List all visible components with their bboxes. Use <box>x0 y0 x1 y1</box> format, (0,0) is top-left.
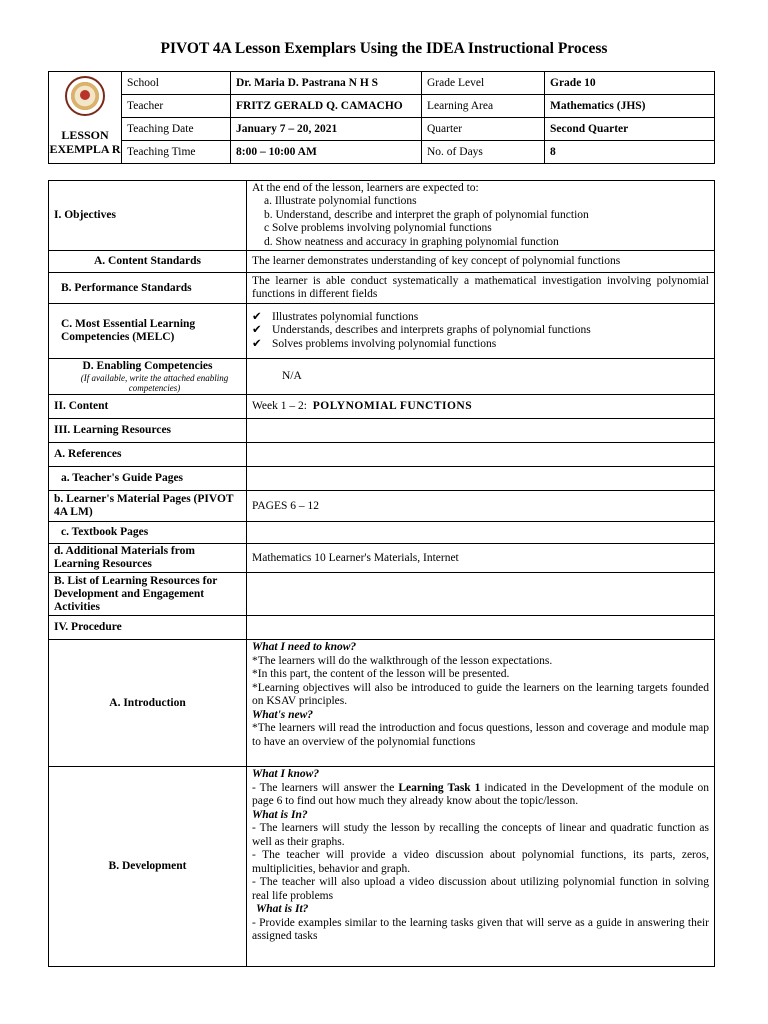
melc-item-2: Understands, describes and interprets graphs of polynomial functions <box>272 324 591 337</box>
dev-line-1a: - The learners will answer the <box>252 781 395 794</box>
objective-a: a. Illustrate polynomial functions <box>264 195 417 208</box>
learners-material-label: b. Learner's Material Pages (PIVOT 4A LM) <box>49 491 247 522</box>
learning-resources-value <box>247 419 715 443</box>
objective-d: d. Show neatness and accuracy in graphing polynomial function <box>264 235 559 248</box>
intro-line-2: *In this part, the content of the lesson will be presented. <box>252 668 510 680</box>
dev-heading-3: What is It? <box>256 903 309 915</box>
teacher-label: Teacher <box>122 95 231 118</box>
quarter-value: Second Quarter <box>545 118 715 141</box>
school-seal-logo <box>65 76 105 116</box>
intro-heading-2: What's new? <box>252 708 314 721</box>
melc-item-1: Illustrates polynomial functions <box>272 310 419 323</box>
area-label: Learning Area <box>422 95 545 118</box>
dev-line-1-bold: Learning Task 1 <box>398 781 481 794</box>
melc-cell <box>247 304 715 359</box>
performance-standards-value: The learner is able conduct systematically a mathematical investigation involving polynomial functions in different fields <box>247 273 715 304</box>
grade-value: Grade 10 <box>545 72 715 95</box>
introduction-cell <box>247 640 715 767</box>
melc-item-3: Solves problems involving polynomial functions <box>272 337 497 350</box>
melc-label: C. Most Essential Learning Competencies (MELC) <box>49 304 247 359</box>
intro-line-4: *The learners will read the introduction and focus questions, lesson and coverage and module map to have an overview of the polynomial functions <box>252 722 709 748</box>
content-week: Week 1 – 2: <box>252 400 307 412</box>
school-value: Dr. Maria D. Pastrana N H S <box>231 72 422 95</box>
procedure-value <box>247 616 715 640</box>
lesson-exemplar-label: LESSON EXEMPLA R <box>49 128 121 156</box>
document-title: PIVOT 4A Lesson Exemplars Using the IDEA Instructional Process <box>160 40 608 57</box>
introduction-label: A. Introduction <box>49 640 247 767</box>
teacher-value: FRITZ GERALD Q. CAMACHO <box>231 95 422 118</box>
dev-line-4: - The teacher will also upload a video discussion about utilizing polynomial function in solving real life problems <box>252 876 709 902</box>
objective-c: c Solve problems involving polynomial functions <box>264 222 492 235</box>
teachers-guide-label: a. Teacher's Guide Pages <box>49 467 247 491</box>
intro-line-1: *The learners will do the walkthrough of the lesson expectations. <box>252 654 553 667</box>
procedure-label: IV. Procedure <box>49 616 247 640</box>
development-cell <box>247 767 715 967</box>
enabling-competencies-label: D. Enabling Competencies <box>82 360 213 372</box>
textbook-pages-label: c. Textbook Pages <box>49 522 247 544</box>
checkmark-icon: ✔ <box>252 310 262 323</box>
dev-line-5: - Provide examples similar to the learning tasks given that will serve as a guide in answering their assigned tasks <box>252 916 709 942</box>
dev-line-2: - The learners will study the lesson by recalling the concepts of linear and quadratic function as well as their graphs. <box>252 822 709 848</box>
development-label: B. Development <box>49 767 247 967</box>
performance-standards-label: B. Performance Standards <box>49 273 247 304</box>
time-label: Teaching Time <box>122 141 231 164</box>
objectives-intro: At the end of the lesson, learners are expected to: <box>252 181 479 194</box>
content-value: POLYNOMIAL FUNCTIONS <box>312 400 473 412</box>
date-value: January 7 – 20, 2021 <box>231 118 422 141</box>
lesson-table <box>48 180 715 967</box>
header-table <box>48 71 715 164</box>
list-of-resources-label: B. List of Learning Resources for Development and Engagement Activities <box>49 573 247 616</box>
learning-resources-label: III. Learning Resources <box>49 419 247 443</box>
dev-line-1c: indicated in the Development of the module on page 6 to find out how much they already know about the topic/lesson. <box>252 781 710 807</box>
logo-cell <box>49 72 122 164</box>
content-standards-value: The learner demonstrates understanding of key concept of polynomial functions <box>247 251 715 273</box>
intro-heading-1: What I need to know? <box>252 641 357 653</box>
textbook-pages-value <box>247 522 715 544</box>
references-value <box>247 443 715 467</box>
enabling-competencies-note: (If available, write the attached enabling competencies) <box>80 373 229 393</box>
content-label: II. Content <box>49 395 247 419</box>
intro-line-3: *Learning objectives will also be introduced to guide the learners on the learning targets founded on KSAV principles. <box>252 681 709 707</box>
learners-material-value: PAGES 6 – 12 <box>247 491 715 522</box>
checkmark-icon: ✔ <box>252 337 262 350</box>
list-of-resources-value <box>247 573 715 616</box>
references-label: A. References <box>49 443 247 467</box>
objectives-label: I. Objectives <box>49 181 247 251</box>
content-standards-label: A. Content Standards <box>49 251 247 273</box>
area-value: Mathematics (JHS) <box>545 95 715 118</box>
enabling-competencies-value: N/A <box>247 359 715 395</box>
dev-heading-1: What I know? <box>252 768 320 780</box>
time-value: 8:00 – 10:00 AM <box>231 141 422 164</box>
additional-materials-value: Mathematics 10 Learner's Materials, Internet <box>247 544 715 573</box>
days-value: 8 <box>545 141 715 164</box>
checkmark-icon: ✔ <box>252 324 262 337</box>
quarter-label: Quarter <box>422 118 545 141</box>
school-label: School <box>122 72 231 95</box>
dev-line-1 <box>252 782 709 809</box>
teachers-guide-value <box>247 467 715 491</box>
dev-heading-2: What is In? <box>252 808 308 821</box>
objective-b: b. Understand, describe and interpret the graph of polynomial function <box>264 208 589 221</box>
enabling-competencies-cell <box>49 359 247 395</box>
grade-label: Grade Level <box>422 72 545 95</box>
date-label: Teaching Date <box>122 118 231 141</box>
dev-line-3: - The teacher will provide a video discussion about polynomial functions, its parts, zeros, multiplicities, behavior and graph. <box>252 849 709 875</box>
additional-materials-label: d. Additional Materials from Learning Resources <box>49 544 247 573</box>
days-label: No. of Days <box>422 141 545 164</box>
objectives-cell <box>247 181 715 251</box>
content-cell <box>247 395 715 419</box>
